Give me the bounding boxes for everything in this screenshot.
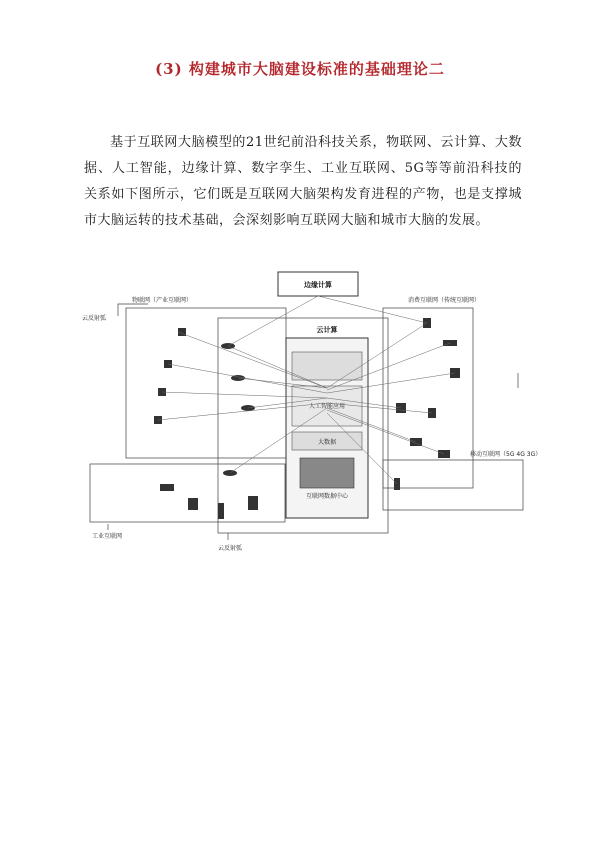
right-device-nodes	[394, 318, 460, 490]
ai-label: 人工智能应用	[308, 403, 346, 410]
cloud-reflex-left-label: 云反射弧	[82, 315, 107, 322]
edge-computing-label: 边缘计算	[304, 281, 332, 289]
body-paragraph: 基于互联网大脑模型的21世纪前沿科技关系，物联网、云计算、大数据、人工智能，边缘计算、数字孪生、工业互联网、5G等等前沿科技的关系如下图所示，它们既是互联网大脑架构发育进程的产物，也是支撑城市大脑运转的技术基础，会深刻影响互联网大脑和城市大脑的发展。	[84, 135, 522, 228]
iot-frame	[126, 308, 286, 458]
data-center-label: 互联网数据中心	[305, 493, 349, 500]
consumer-frame	[383, 308, 473, 488]
consumer-label: 消费互联网（传统互联网）	[408, 297, 481, 304]
mobile-frame	[383, 460, 523, 510]
big-data-label: 大数据	[317, 439, 337, 446]
industrial-label: 工业互联网	[92, 533, 123, 540]
left-sensor-nodes	[154, 328, 258, 519]
mobile-label: 移动互联网（5G 4G 3G）	[470, 451, 542, 458]
section-heading: (3) 构建城市大脑建设标准的基础理论二	[155, 60, 445, 78]
internet-brain-diagram	[78, 268, 542, 560]
iot-label: 物联网（产业互联网）	[132, 297, 193, 304]
cloud-reflex-bottom-label: 云反射弧	[218, 545, 243, 552]
cloud-label: 云计算	[316, 326, 338, 334]
industrial-frame	[90, 464, 285, 522]
